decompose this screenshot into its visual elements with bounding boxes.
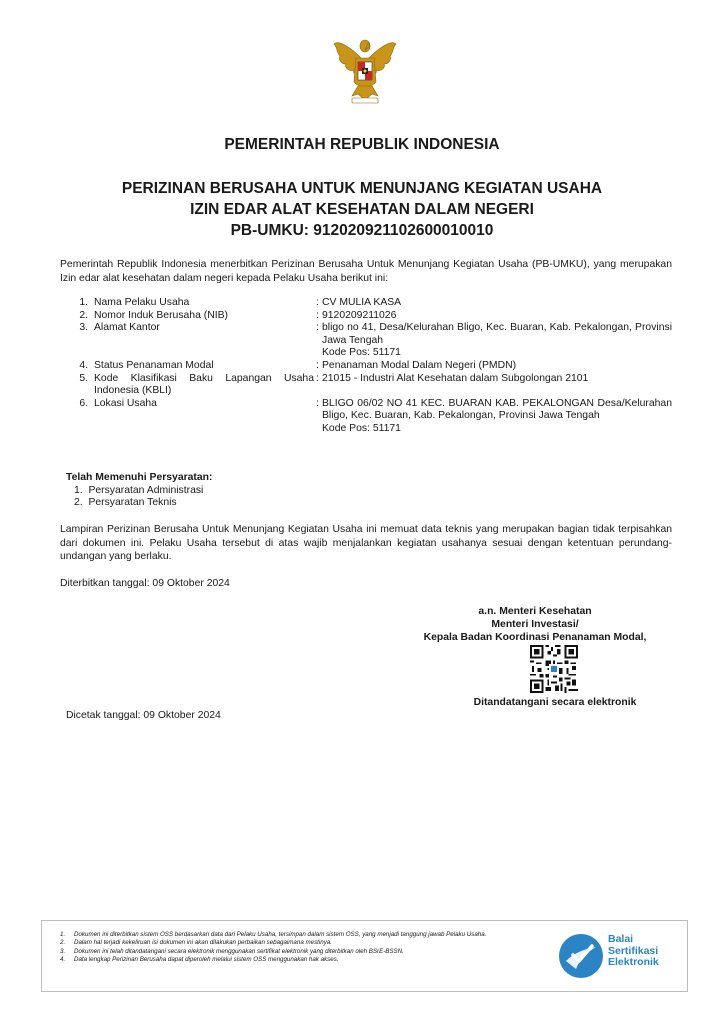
signature-line-2: Menteri Investasi/ <box>491 619 579 630</box>
detail-row: 4. Status Penanaman Modal : Penanaman Modal Dalam Negeri (PMDN) <box>60 360 672 373</box>
list-item: 1. Dokumen ini diterbitkan sistem OSS berdasarkan data dari Pelaku Usaha, tersimpan dalam sistem OSS, yang menjadi tanggung jawab Pelaku Usaha. <box>60 931 487 938</box>
document-title <box>0 178 724 241</box>
detail-row: 3. Alamat Kantor : bligo no 41, Desa/Kelurahan Bligo, Kec. Buaran, Kab. Pekalongan, Provinsi Jawa Tengah Kode Pos: 51171 <box>79 322 672 359</box>
detail-value: : Penanaman Modal Dalam Negeri (PMDN) <box>316 359 517 371</box>
detail-row: 6. Lokasi Usaha : BLIGO 06/02 NO 41 KEC. BUARAN KAB. PEKALONGAN Desa/Kelurahan Bligo, Kec. Buaran, Kab. Pekalongan, Provinsi Jawa Tengah Kode Pos: 51171 <box>79 397 672 434</box>
footer-box <box>41 920 688 992</box>
detail-value: : 9120209211026 <box>316 309 397 321</box>
intro-paragraph: Pemerintah Republik Indonesia menerbitkan Perizinan Berusaha Untuk Menunjang Kegiatan Usaha (PB-UMKU), yang merupakan Izin edar alat kesehatan dalam negeri kepada Pelaku Usaha berikut ini: <box>60 259 672 284</box>
garuda-emblem-icon <box>332 30 398 106</box>
bsre-label: Balai Sertifikasi Elektronik <box>608 933 659 968</box>
requirement-item: 1. Persyaratan Administrasi <box>74 484 204 496</box>
signature-block <box>420 605 650 644</box>
detail-label: Nomor Induk Berusaha (NIB) <box>94 309 228 321</box>
list-item: 4. Data lengkap Perizinan Berusaha dapat diperoleh melalui sistem OSS menggunakan hak akses. <box>60 955 339 963</box>
business-details-list <box>60 297 672 436</box>
footer-notes <box>60 931 550 964</box>
detail-value: : BLIGO 06/02 NO 41 KEC. BUARAN KAB. PEKALONGAN Desa/Kelurahan Bligo, Kec. Buaran, Kab. Pekalongan, Provinsi Jawa Tengah Kode Pos: 51171 <box>316 397 672 434</box>
closing-paragraph: Lampiran Perizinan Berusaha Untuk Menunjang Kegiatan Usaha ini memuat data teknis yang merupakan bagian tidak terpisahkan dari dokumen ini. Pelaku Usaha tersebut di atas wajib menjalankan kegiatan usahanya sesuai dengan ketentuan perundang-undangan yang berlaku. <box>60 524 672 562</box>
printed-date: Dicetak tanggal: 09 Oktober 2024 <box>66 710 221 721</box>
detail-label: Kode Klasifikasi Baku Lapangan Usaha Indonesia (KBLI) <box>94 372 314 397</box>
detail-row: 5. Kode Klasifikasi Baku Lapangan Usaha Indonesia (KBLI) : 21015 - Industri Alat Kesehatan dalam Subgolongan 2101 <box>60 373 672 398</box>
bsre-logo-icon <box>556 931 606 981</box>
requirements-title: Telah Memenuhi Persyaratan: <box>66 472 213 483</box>
detail-value: : 21015 - Industri Alat Kesehatan dalam Subgolongan 2101 <box>316 372 589 384</box>
electronic-signature-note: Ditandatangani secara elektronik <box>473 697 637 708</box>
signature-line-3: Kepala Badan Koordinasi Penanaman Modal, <box>423 632 647 643</box>
detail-label: Nama Pelaku Usaha <box>94 297 190 308</box>
detail-value: : CV MULIA KASA <box>316 297 402 308</box>
requirements-section <box>66 472 212 510</box>
list-item: 3. Dokumen ini telah ditandatangani secara elektronik menggunakan sertifikat elektronik yang diterbitkan oleh BSrE-BSSN. <box>60 947 404 955</box>
title-line-2: IZIN EDAR ALAT KESEHATAN DALAM NEGERI <box>190 201 534 218</box>
issued-date: Diterbitkan tanggal: 09 Oktober 2024 <box>60 578 230 589</box>
list-item: 2. Dalam hal terjadi kekeliruan isi dokumen ini akan dilakukan perbaikan sebagaimana mestinya. <box>60 939 332 947</box>
page-title: PEMERINTAH REPUBLIK INDONESIA <box>224 136 500 153</box>
detail-label: Alamat Kantor <box>94 322 160 334</box>
requirement-item: 2. Persyaratan Teknis <box>74 497 177 509</box>
detail-value: : bligo no 41, Desa/Kelurahan Bligo, Kec. Buaran, Kab. Pekalongan, Provinsi Jawa Tengah Kode Pos: 51171 <box>316 322 672 359</box>
signature-line-1: a.n. Menteri Kesehatan <box>478 606 592 617</box>
permit-number: PB-UMKU: 912020921102600010010 <box>230 222 494 239</box>
detail-label: Lokasi Usaha <box>94 397 157 409</box>
title-line-1: PERIZINAN BERUSAHA UNTUK MENUNJANG KEGIATAN USAHA <box>121 180 603 197</box>
qr-code-icon <box>530 645 578 693</box>
detail-label: Status Penanaman Modal <box>94 359 214 371</box>
detail-row: 1. Nama Pelaku Usaha : CV MULIA KASA <box>60 297 672 310</box>
detail-row: 2. Nomor Induk Berusaha (NIB) : 9120209211026 <box>60 310 672 323</box>
